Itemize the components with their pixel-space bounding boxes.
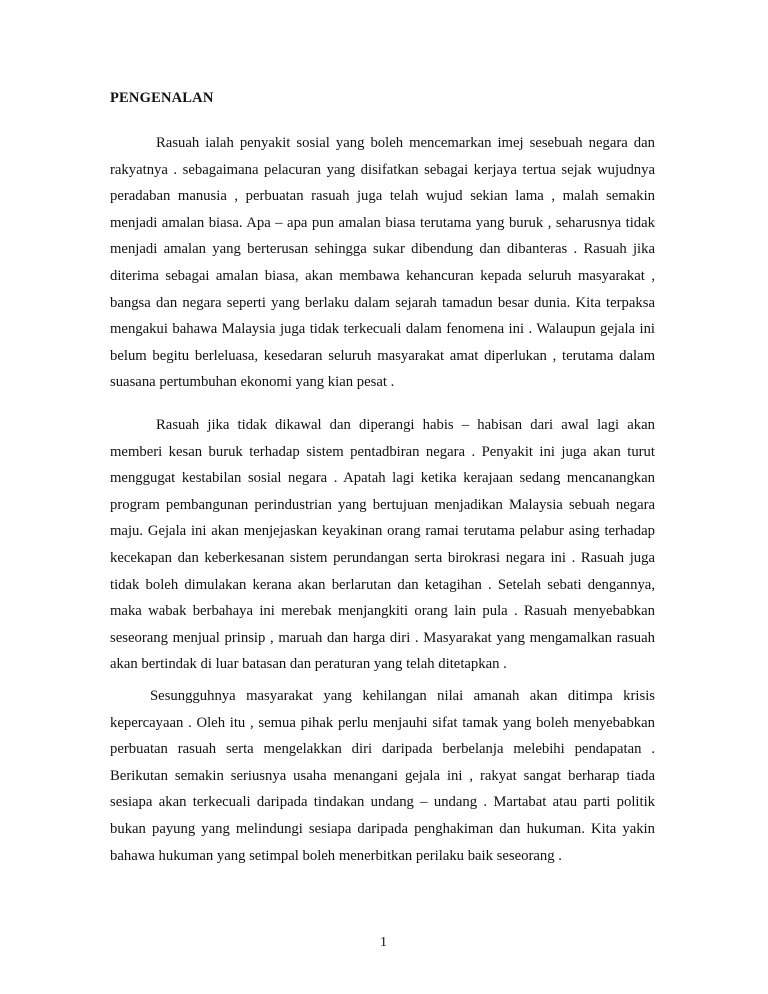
section-heading: PENGENALAN bbox=[110, 90, 214, 106]
page-number: 1 bbox=[380, 935, 387, 950]
paragraph-3: Sesungguhnya masyarakat yang kehilangan nilai amanah akan ditimpa krisis kepercayaan . Oleh itu , semua pihak perlu menjauhi sifat tamak yang boleh menyebabkan perbuatan rasuah serta mengelakkan diri daripada berbelanja melebihi pendapatan . Berikutan semakin seriusnya usaha menangani gejala ini , rakyat sangat berharap tiada sesiapa akan terkecuali daripada tindakan undang – undang . Martabat atau parti politik bukan payung yang melindungi sesiapa daripada penghakiman dan hukuman. Kita yakin bahawa hukuman yang setimpal boleh menerbitkan perilaku baik seseorang . bbox=[110, 688, 655, 864]
paragraph-1: Rasuah ialah penyakit sosial yang boleh mencemarkan imej sesebuah negara dan rakyatnya . sebagaimana pelacuran yang disifatkan sebagai kerjaya tertua sejak wujudnya peradaban manusia , perbuatan rasuah juga telah wujud sekian lama , malah semakin menjadi amalan biasa. Apa – apa pun amalan biasa terutama yang buruk , seharusnya tidak menjadi amalan yang berterusan sehingga sukar dibendung dan dibanteras . Rasuah jika diterima sebagai amalan biasa, akan membawa kehancuran kepada seluruh masyarakat , bangsa dan negara seperti yang berlaku dalam sejarah tamadun besar dunia. Kita terpaksa mengakui bahawa Malaysia juga tidak terkecuali dalam fenomena ini . Walaupun gejala ini belum begitu berleluasa, kesedaran seluruh masyarakat amat diperlukan , terutama dalam suasana pertumbuhan ekonomi yang kian pesat . bbox=[110, 135, 655, 391]
paragraph-2: Rasuah jika tidak dikawal dan diperangi habis – habisan dari awal lagi akan memberi kesan buruk terhadap sistem pentadbiran negara . Penyakit ini juga akan turut menggugat kestabilan sosial negara . Apatah lagi ketika kerajaan sedang mencanangkan program pembangunan perindustrian yang bertujuan menjadikan Malaysia sebuah negara maju. Gejala ini akan menjejaskan keyakinan orang ramai terutama pelabur asing terhadap kecekapan dan keberkesanan sistem perundangan serta birokrasi negara ini . Rasuah juga tidak boleh dimulakan kerana akan berlarutan dan ketagihan . Setelah sebati dengannya, maka wabak berbahaya ini merebak menjangkiti orang lain pula . Rasuah menyebabkan seseorang menjual prinsip , maruah dan harga diri . Masyarakat yang mengamalkan rasuah akan bertindak di luar batasan dan peraturan yang telah ditetapkan . bbox=[110, 417, 655, 673]
